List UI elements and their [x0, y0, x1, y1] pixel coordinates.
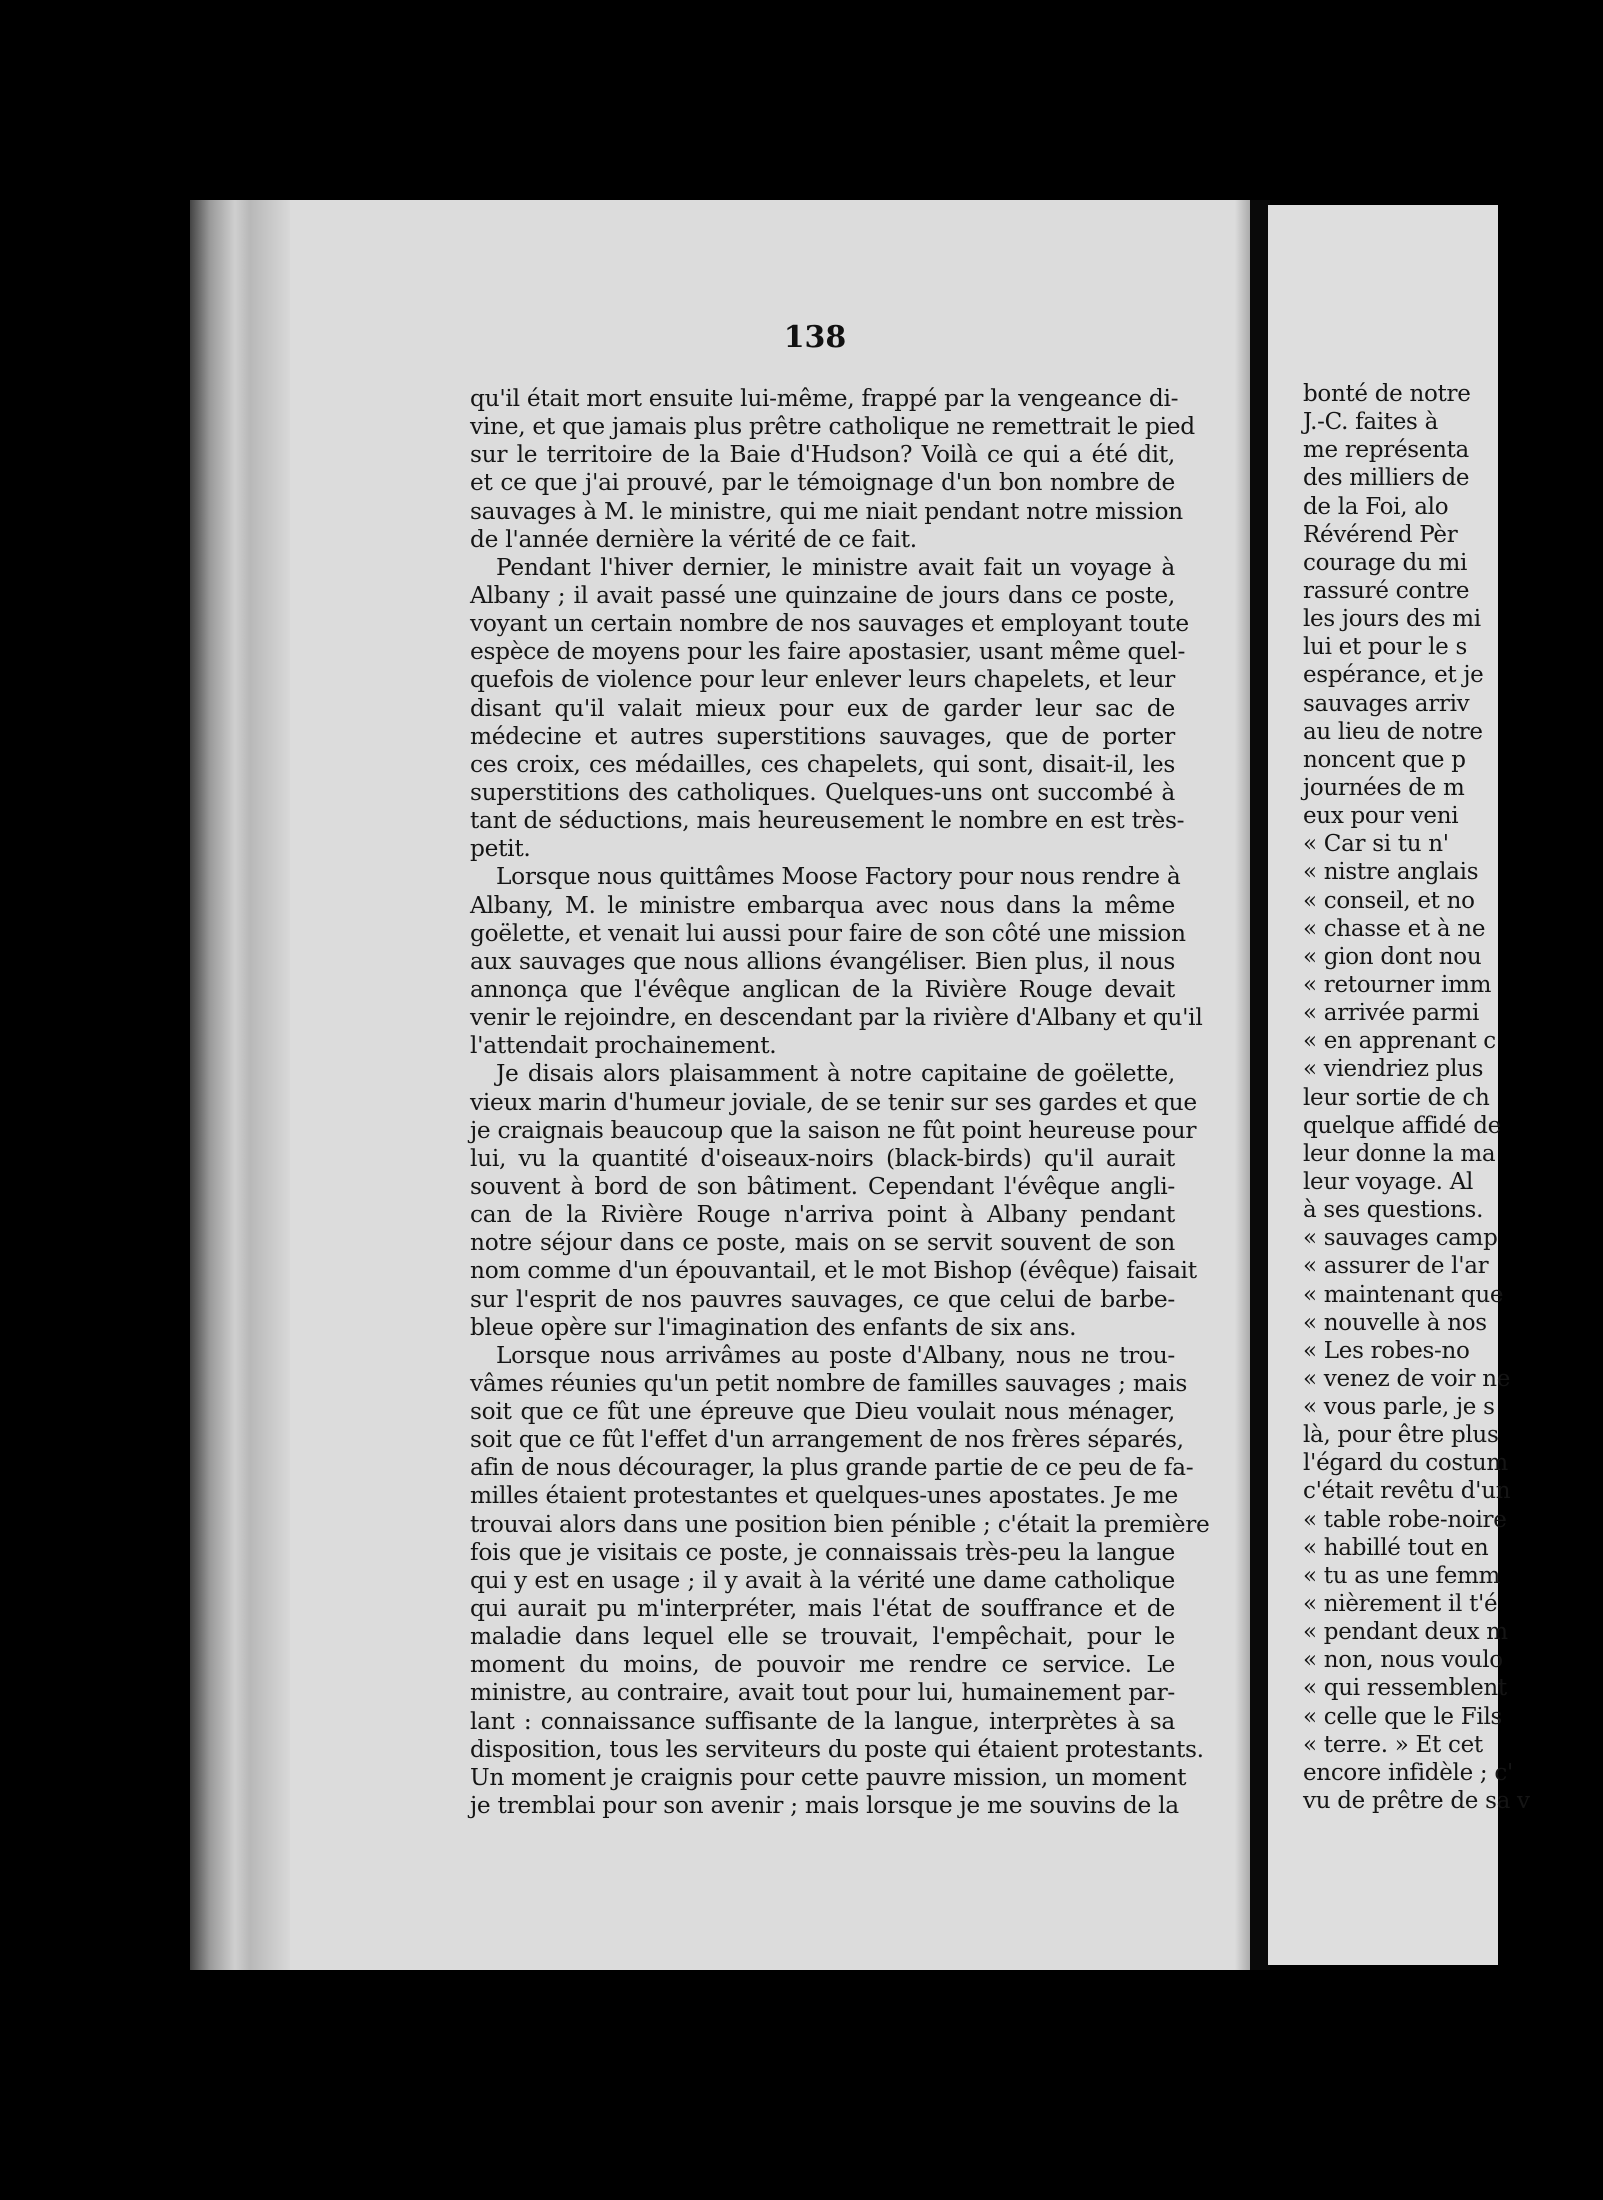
text-line: « pendant deux m [1303, 1619, 1508, 1646]
text-line: à ses questions. [1303, 1197, 1484, 1224]
text-line: Pendant l'hiver dernier, le ministre avait fait un voyage à [496, 553, 1175, 581]
text-line: quefois de violence pour leur enlever leurs chapelets, et leur [470, 666, 1175, 694]
text-line: au lieu de notre [1303, 718, 1483, 745]
text-line: des milliers de [1303, 465, 1470, 492]
text-line: goëlette, et venait lui aussi pour faire de son côté une mission [470, 919, 1186, 947]
text-line: maladie dans lequel elle se trouvait, l'empêchait, pour le [470, 1623, 1175, 1651]
text-line: qui aurait pu m'interpréter, mais l'état de souffrance et de [470, 1595, 1175, 1623]
text-line: quelque affidé de [1303, 1112, 1501, 1139]
text-line: vu de prêtre de sa v [1303, 1788, 1530, 1815]
text-line: encore infidèle ; c' [1303, 1759, 1513, 1786]
text-line: de la Foi, alo [1303, 493, 1449, 520]
text-line: Un moment je craignis pour cette pauvre mission, un moment [470, 1763, 1187, 1791]
text-line: « nièrement il t'é [1303, 1591, 1498, 1618]
text-line: « celle que le Fils [1303, 1703, 1503, 1730]
text-line: « non, nous voulo [1303, 1647, 1503, 1674]
text-line: « gion dont nou [1303, 943, 1482, 970]
text-line: « vous parle, je s [1303, 1394, 1495, 1421]
text-line: bleue opère sur l'imagination des enfants de six ans. [470, 1313, 1077, 1341]
text-line: fois que je visitais ce poste, je connaissais très-peu la langue [470, 1538, 1175, 1566]
text-line: « assurer de l'ar [1303, 1253, 1489, 1280]
text-line: superstitions des catholiques. Quelques-uns ont succombé à [470, 778, 1175, 806]
text-line: « nouvelle à nos [1303, 1309, 1487, 1336]
text-line: souvent à bord de son bâtiment. Cependant l'évêque angli- [470, 1172, 1175, 1200]
right-page [1268, 205, 1530, 1965]
text-line: afin de nous décourager, la plus grande partie de ce peu de fa- [470, 1454, 1194, 1482]
text-line: courage du mi [1303, 549, 1468, 576]
text-line: leur donne la ma [1303, 1140, 1496, 1167]
page-number: 138 [783, 320, 847, 355]
text-line: soit que ce fût l'effet d'un arrangement de nos frères séparés, [470, 1426, 1184, 1454]
text-line: « terre. » Et cet [1303, 1731, 1483, 1758]
text-line: moment du moins, de pouvoir me rendre ce service. Le [470, 1651, 1175, 1679]
book-page-edge [190, 200, 290, 1970]
text-line: je tremblai pour son avenir ; mais lorsque je me souvins de la [470, 1792, 1179, 1820]
text-line: l'attendait prochainement. [470, 1032, 777, 1060]
text-line: Lorsque nous quittâmes Moose Factory pour nous rendre à [496, 863, 1181, 891]
text-line: annonça que l'évêque anglican de la Rivière Rouge devait [470, 975, 1175, 1003]
text-line: et ce que j'ai prouvé, par le témoignage d'un bon nombre de [470, 469, 1175, 497]
text-line: sauvages arriv [1303, 690, 1470, 717]
text-line: « conseil, et no [1303, 887, 1475, 914]
text-line: ces croix, ces médailles, ces chapelets, qui sont, disait-il, les [470, 750, 1175, 778]
text-line: qu'il était mort ensuite lui-même, frappé par la vengeance di- [470, 385, 1179, 412]
text-line: nom comme d'un épouvantail, et le mot Bishop (évêque) faisait [470, 1257, 1197, 1285]
text-line: « table robe-noire [1303, 1506, 1507, 1533]
text-line: disant qu'il valait mieux pour eux de garder leur sac de [470, 694, 1175, 722]
text-line: « habillé tout en [1303, 1534, 1489, 1561]
text-line: Lorsque nous arrivâmes au poste d'Albany, nous ne trou- [496, 1341, 1175, 1369]
text-line: ministre, au contraire, avait tout pour lui, humainement par- [470, 1679, 1175, 1707]
text-line: Je disais alors plaisamment à notre capitaine de goëlette, [496, 1060, 1175, 1088]
text-line: espèce de moyens pour les faire apostasier, usant même quel- [470, 638, 1186, 666]
text-line: can de la Rivière Rouge n'arriva point à Albany pendant [470, 1201, 1175, 1229]
text-line: sauvages à M. le ministre, qui me niait pendant notre mission [470, 497, 1183, 525]
text-line: notre séjour dans ce poste, mais on se servit souvent de son [470, 1229, 1175, 1257]
text-line: Révérend Pèr [1303, 521, 1458, 548]
text-line: c'était revêtu d'un [1303, 1478, 1511, 1505]
text-line: Albany, M. le ministre embarqua avec nous dans la même [470, 891, 1175, 919]
text-line: là, pour être plus [1303, 1422, 1499, 1449]
text-line: « chasse et à ne [1303, 915, 1486, 942]
text-line: aux sauvages que nous allions évangéliser. Bien plus, il nous [470, 947, 1175, 975]
text-line: voyant un certain nombre de nos sauvages et employant toute [470, 610, 1189, 638]
text-line: vâmes réunies qu'un petit nombre de familles sauvages ; mais [470, 1369, 1188, 1397]
book-gutter [1250, 200, 1270, 1970]
text-line: sur l'esprit de nos pauvres sauvages, ce que celui de barbe- [470, 1285, 1175, 1313]
left-page-text [470, 385, 1210, 1820]
text-line: de l'année dernière la vérité de ce fait. [470, 525, 917, 553]
text-line: l'égard du costum [1303, 1450, 1508, 1477]
text-line: « tu as une femm [1303, 1562, 1501, 1589]
text-line: sur le territoire de la Baie d'Hudson? Voilà ce qui a été dit, [470, 441, 1175, 469]
text-line: je craignais beaucoup que la saison ne fût point heureuse pour [470, 1116, 1197, 1144]
text-line: noncent que p [1303, 746, 1466, 773]
text-line: vieux marin d'humeur joviale, de se tenir sur ses gardes et que [470, 1088, 1197, 1116]
right-page-text [1303, 380, 1603, 1815]
text-line: lui et pour le s [1303, 634, 1467, 661]
text-line: journées de m [1303, 774, 1465, 801]
text-line: médecine et autres superstitions sauvages, que de porter [470, 722, 1175, 750]
text-line: « qui ressemblent [1303, 1675, 1507, 1702]
text-line: tant de séductions, mais heureusement le nombre en est très- [470, 807, 1185, 835]
text-line: J.-C. faites à [1303, 409, 1438, 436]
text-line: « en apprenant c [1303, 1028, 1496, 1055]
text-line: petit. [470, 835, 531, 863]
text-line: « arrivée parmi [1303, 1000, 1480, 1027]
text-line: disposition, tous les serviteurs du poste qui étaient protestants. [470, 1735, 1204, 1763]
text-line: espérance, et je [1303, 662, 1484, 689]
text-line: milles étaient protestantes et quelques-unes apostates. Je me [470, 1482, 1179, 1510]
text-line: eux pour veni [1303, 803, 1459, 830]
text-line: « retourner imm [1303, 971, 1492, 998]
text-line: « maintenant que [1303, 1281, 1504, 1308]
text-line: « viendriez plus [1303, 1056, 1484, 1083]
text-line: trouvai alors dans une position bien pénible ; c'était la première [470, 1510, 1210, 1538]
text-line: rassuré contre [1303, 577, 1470, 604]
text-line: lui, vu la quantité d'oiseaux-noirs (black-birds) qu'il aurait [470, 1144, 1175, 1172]
text-line: « Car si tu n' [1303, 831, 1449, 858]
text-line: leur voyage. Al [1303, 1168, 1474, 1195]
text-line: qui y est en usage ; il y avait à la vérité une dame catholique [470, 1566, 1175, 1594]
text-line: « nistre anglais [1303, 859, 1479, 886]
text-line: venir le rejoindre, en descendant par la rivière d'Albany et qu'il [470, 1004, 1203, 1032]
text-line: les jours des mi [1303, 606, 1481, 633]
text-line: « sauvages camp [1303, 1225, 1498, 1252]
text-line: « venez de voir ne [1303, 1365, 1511, 1392]
text-line: bonté de notre [1303, 381, 1471, 407]
text-line: Albany ; il avait passé une quinzaine de jours dans ce poste, [470, 581, 1175, 609]
text-line: lant : connaissance suffisante de la langue, interprètes à sa [470, 1707, 1175, 1735]
text-line: vine, et que jamais plus prêtre catholique ne remettrait le pied [470, 413, 1195, 441]
text-line: me représenta [1303, 437, 1469, 464]
text-line: leur sortie de ch [1303, 1084, 1490, 1111]
text-line: « Les robes-no [1303, 1337, 1470, 1364]
text-line: soit que ce fût une épreuve que Dieu voulait nous ménager, [470, 1398, 1175, 1426]
